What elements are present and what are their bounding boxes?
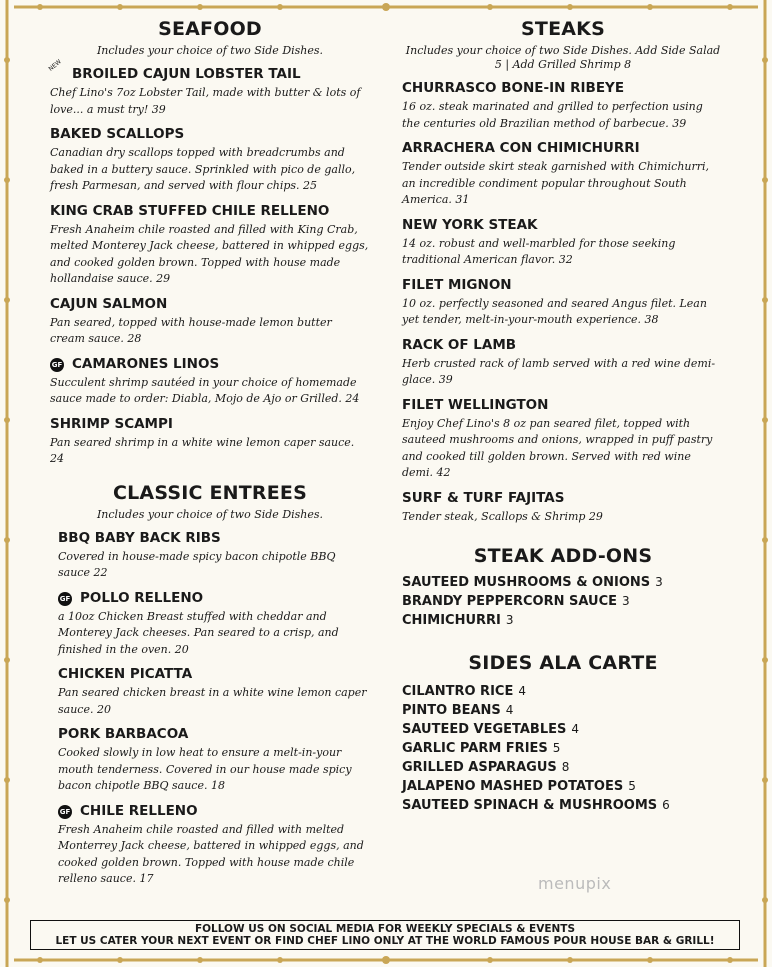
- side-price: 6: [662, 798, 670, 812]
- side-name: JALAPENO MASHED POTATOES: [402, 779, 624, 794]
- border-top: [0, 0, 772, 14]
- sides-list: [402, 682, 724, 815]
- addon-price: 3: [505, 613, 514, 627]
- addon-price: 3: [655, 575, 663, 589]
- item-description: Herb crusted rack of lamb served with a red wine demi-glace. 39: [402, 356, 716, 386]
- side-name: CILANTRO RICE: [402, 684, 514, 699]
- menu-item: [58, 666, 370, 718]
- item-description: Tender outside skirt steak garnished with Chimichurri, an incredible condiment popular throughout South America. 31: [402, 160, 710, 206]
- item-description: Pan seared chicken breast in a white wine lemon caper sauce. 20: [58, 686, 367, 716]
- side-name: GARLIC PARM FRIES: [402, 741, 548, 756]
- item-name: RACK OF LAMB: [402, 336, 517, 353]
- item-description: 16 oz. steak marinated and grilled to perfection using the centuries old Brazilian method of barbecue. 39: [402, 100, 703, 130]
- item-name: CHICKEN PICATTA: [58, 666, 193, 682]
- menu-item: [402, 217, 724, 269]
- side-price: 4: [518, 684, 526, 698]
- item-description: Canadian dry scallops topped with breadcrumbs and baked in a buttery sauce. Sprinkled with pico de gallo, fresh Parmesan, and served with flour chips. 25: [50, 146, 356, 192]
- side-item: [402, 777, 724, 796]
- menu-item: [50, 203, 370, 288]
- addon-name: SAUTEED MUSHROOMS & ONIONS: [402, 575, 651, 590]
- menu-item: [402, 397, 724, 482]
- side-name: SAUTEED SPINACH & MUSHROOMS: [402, 798, 658, 813]
- gluten-free-icon: GF: [58, 592, 72, 606]
- side-item: [402, 758, 724, 777]
- item-name: SURF & TURF FAJITAS: [402, 489, 565, 506]
- item-description: Covered in house-made spicy bacon chipotle BBQ sauce 22: [58, 549, 336, 579]
- menupix-watermark: menupix: [538, 874, 612, 893]
- item-name: BBQ BABY BACK RIBS: [58, 529, 221, 546]
- item-name: CHILE RELLENO: [80, 802, 198, 819]
- side-item: [402, 796, 724, 815]
- item-name: CAMARONES LINOS: [72, 355, 220, 372]
- item-name: BAKED SCALLOPS: [50, 126, 185, 142]
- sides-title: SIDES ALA CARTE: [468, 652, 658, 674]
- side-price: 4: [505, 703, 514, 717]
- side-item: [402, 739, 724, 758]
- side-price: 5: [552, 741, 561, 755]
- steaks-title: STEAKS: [521, 18, 605, 40]
- footer-banner: [30, 920, 740, 950]
- gluten-free-icon: GF: [58, 805, 72, 819]
- menu-item: [402, 490, 724, 526]
- addons-list: [402, 573, 724, 630]
- side-price: 8: [561, 760, 570, 774]
- item-description: 10 oz. perfectly seasoned and seared Angus filet. Lean yet tender, melt-in-your-mouth experience. 38: [402, 296, 707, 326]
- side-price: 5: [628, 779, 636, 793]
- menu-item: [50, 356, 370, 408]
- side-item: [402, 720, 724, 739]
- item-name: KING CRAB STUFFED CHILE RELLENO: [50, 202, 330, 219]
- menu-item: [402, 80, 724, 132]
- addon-name: CHIMICHURRI: [402, 613, 501, 628]
- right-column: [402, 18, 724, 815]
- item-name: BROILED CAJUN LOBSTER TAIL: [72, 66, 301, 82]
- item-description: Fresh Anaheim chile roasted and filled with melted Monterrey Jack cheese, battered in whipped eggs, and cooked golden brown. Topped with house made chile relleno sauce. 17: [58, 822, 364, 885]
- item-name: ARRACHERA CON CHIMICHURRI: [402, 140, 640, 156]
- gluten-free-icon: GF: [50, 358, 64, 372]
- item-name: CAJUN SALMON: [50, 295, 168, 312]
- item-description: Enjoy Chef Lino's 8 oz pan seared filet, topped with sauteed mushrooms and onions, wrapped in puff pastry and cooked till golden brown. Served with red wine demi. 42: [402, 416, 713, 479]
- left-column: [47, 18, 370, 896]
- item-description: Pan seared shrimp in a white wine lemon caper sauce. 24: [50, 435, 355, 465]
- item-description: Chef Lino's 7oz Lobster Tail, made with butter & lots of love... a must try! 39: [50, 86, 361, 116]
- addon-item: [402, 573, 724, 592]
- menu-item: [402, 277, 724, 329]
- menu-item: [50, 296, 370, 348]
- border-left: [0, 0, 14, 967]
- menu-item: [50, 126, 370, 195]
- item-description: Pan seared, topped with house-made lemon butter cream sauce. 28: [50, 315, 332, 345]
- item-name: FILET WELLINGTON: [402, 396, 549, 413]
- item-name-row: [50, 356, 370, 373]
- menu-item: [47, 58, 370, 118]
- menu-item: [58, 803, 370, 888]
- item-description: 14 oz. robust and well-marbled for those seeking traditional American flavor. 32: [402, 236, 676, 266]
- menu-item: [402, 140, 724, 209]
- new-badge: NEW: [47, 58, 63, 73]
- side-item: [402, 701, 724, 720]
- classic-subtitle: Includes your choice of two Side Dishes.: [96, 507, 324, 521]
- side-name: SAUTEED VEGETABLES: [402, 722, 567, 737]
- item-name-row: [58, 803, 370, 820]
- addon-price: 3: [622, 594, 630, 608]
- menu-item: [402, 337, 724, 389]
- item-name: POLLO RELLENO: [80, 589, 204, 606]
- side-name: PINTO BEANS: [402, 703, 501, 718]
- steaks-subtitle: Includes your choice of two Side Dishes. Add Side Salad 5 | Add Grilled Shrimp 8: [405, 44, 721, 71]
- footer-line-1: FOLLOW US ON SOCIAL MEDIA FOR WEEKLY SPECIALS & EVENTS: [194, 923, 576, 935]
- seafood-title: SEAFOOD: [158, 18, 262, 40]
- item-description: Tender steak, Scallops & Shrimp 29: [402, 509, 603, 523]
- side-name: GRILLED ASPARAGUS: [402, 760, 557, 775]
- footer-line-2: LET US CATER YOUR NEXT EVENT OR FIND CHEF LINO ONLY AT THE WORLD FAMOUS POUR HOUSE BAR & GRILL!: [55, 935, 715, 947]
- item-description: Fresh Anaheim chile roasted and filled with King Crab, melted Monterey Jack cheese, battered in whipped eggs, and cooked golden brown. Topped with house made hollandaise sauce. 29: [50, 222, 369, 285]
- addon-name: BRANDY PEPPERCORN SAUCE: [402, 594, 618, 609]
- side-price: 4: [571, 722, 580, 736]
- item-name: PORK BARBACOA: [58, 726, 189, 742]
- border-bottom: [0, 953, 772, 967]
- item-name: NEW YORK STEAK: [402, 216, 538, 233]
- addon-item: [402, 592, 724, 611]
- addons-title: STEAK ADD-ONS: [473, 545, 653, 567]
- item-name-row: [58, 590, 370, 607]
- side-item: [402, 682, 724, 701]
- item-name: CHURRASCO BONE-IN RIBEYE: [402, 80, 625, 96]
- item-name: SHRIMP SCAMPI: [50, 415, 173, 432]
- seafood-subtitle: Includes your choice of two Side Dishes.: [96, 44, 324, 57]
- item-name: FILET MIGNON: [402, 276, 512, 293]
- item-description: a 10oz Chicken Breast stuffed with cheddar and Monterey Jack cheeses. Pan seared to a crisp, and finished in the oven. 20: [58, 609, 339, 656]
- item-description: Succulent shrimp sautéed in your choice of homemade sauce made to order: Diabla, Mojo de Ajo or Grilled. 24: [50, 375, 360, 405]
- menu-item: [58, 530, 370, 582]
- menu-item: [58, 590, 370, 659]
- item-description: Cooked slowly in low heat to ensure a melt-in-your mouth tenderness. Covered in our house made spicy bacon chipotle BBQ sauce. 18: [58, 746, 352, 792]
- addon-item: [402, 611, 724, 630]
- menu-item: [58, 726, 370, 795]
- border-right: [758, 0, 772, 967]
- menu-item: [50, 416, 370, 468]
- classic-title: CLASSIC ENTREES: [112, 481, 307, 504]
